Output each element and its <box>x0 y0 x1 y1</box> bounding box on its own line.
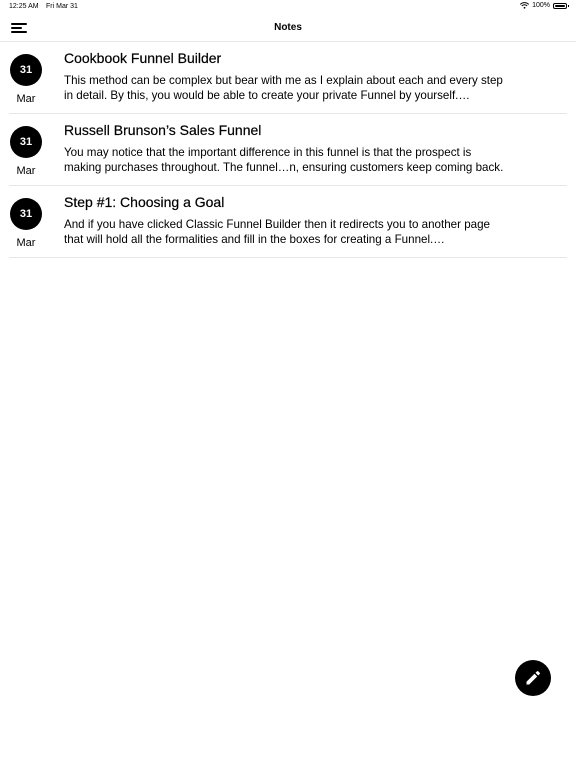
page-title: Notes <box>274 22 302 33</box>
note-list-item[interactable] <box>9 42 567 114</box>
note-preview: You may notice that the important difference in this funnel is that the prospect is making purchases throughout. The funnel…n, ensuring customers keep coming back. <box>64 146 504 174</box>
note-list-item[interactable] <box>9 186 567 258</box>
battery-icon <box>553 3 567 9</box>
status-bar <box>0 0 576 14</box>
wifi-icon <box>520 2 529 9</box>
pencil-icon <box>524 669 542 687</box>
date-month: Mar <box>16 165 36 177</box>
note-preview: This method can be complex but bear with me as I explain about each and every step in detail. By this, you would be able to create your private Funnel by yourself.… <box>64 74 503 102</box>
date-month: Mar <box>16 93 36 105</box>
status-date: Fri Mar 31 <box>46 3 78 10</box>
note-title: Cookbook Funnel Builder <box>64 50 222 66</box>
note-title: Step #1: Choosing a Goal <box>64 194 225 210</box>
compose-note-button[interactable] <box>515 660 551 696</box>
date-badge: 31 <box>10 198 42 230</box>
date-badge: 31 <box>10 126 42 158</box>
note-title: Russell Brunson’s Sales Funnel <box>64 122 262 138</box>
status-indicators <box>520 2 567 9</box>
notes-list <box>0 42 576 258</box>
note-preview: And if you have clicked Classic Funnel Builder then it redirects you to another page that will hold all the formalities and fill in the boxes for creating a Funnel.… <box>64 218 490 246</box>
date-month: Mar <box>16 237 36 249</box>
date-badge: 31 <box>10 54 42 86</box>
note-list-item[interactable] <box>9 114 567 186</box>
navigation-bar <box>0 14 576 42</box>
status-time: 12:25 AM <box>9 3 39 10</box>
battery-percent: 100% <box>532 2 550 9</box>
